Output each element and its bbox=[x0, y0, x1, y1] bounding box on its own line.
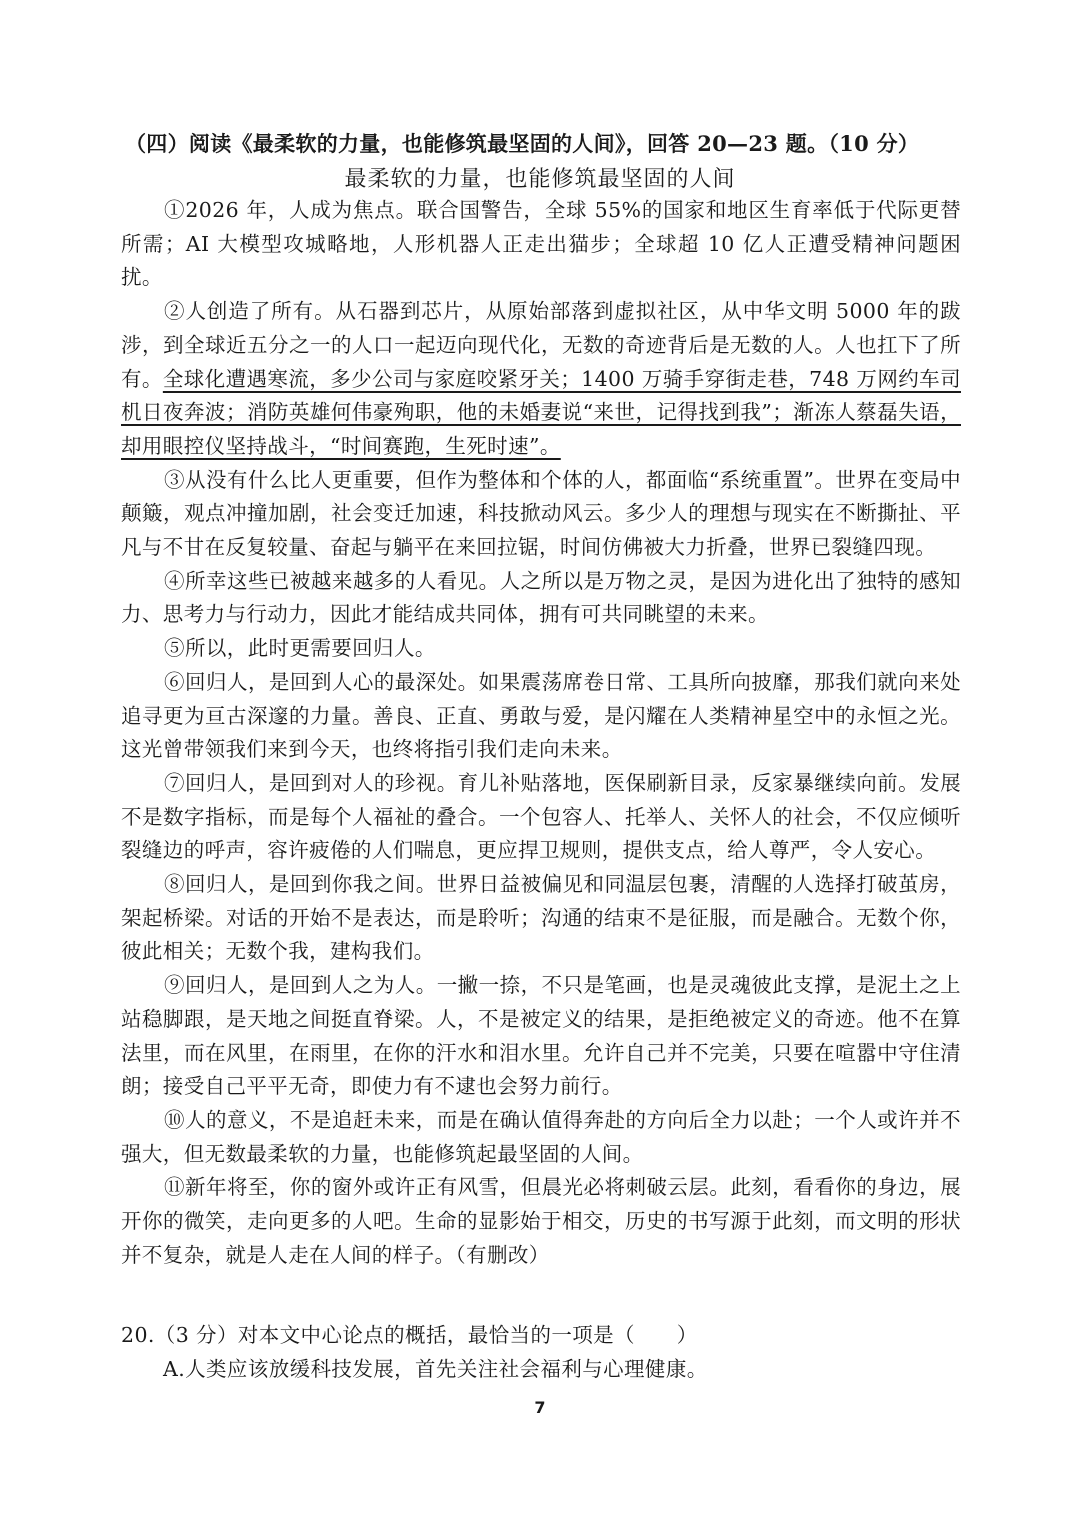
paragraph-1: ①2026 年，人成为焦点。联合国警告，全球 55%的国家和地区生育率低于代际更替所需；AI 大模型攻城略地，人形机器人正走出猫步；全球超 10 亿人正遭受精神问题困扰。 bbox=[121, 198, 961, 290]
paragraph-3: ③从没有什么比人更重要，但作为整体和个体的人，都面临“系统重置”。世界在变局中颠簸，观点冲撞加剧，社会变迁加速，科技掀动风云。多少人的理想与现实在不断撕扯、平凡与不甘在反复较量、奋起与躺平在来回拉锯，时间仿佛被大力折叠，世界已裂缝四现。 bbox=[121, 467, 961, 560]
article-body bbox=[121, 194, 961, 1273]
paragraph-6: ⑥回归人，是回到人心的最深处。如果震荡席卷日常、工具所向披靡，那我们就向来处追寻更为亘古深邃的力量。善良、正直、勇敢与爱，是闪耀在人类精神星空中的永恒之光。这光曾带领我们来到今天，也终将指引我们走向未来。 bbox=[121, 669, 961, 762]
question-20-option-a: A.人类应该放缓科技发展，首先关注社会福利与心理健康。 bbox=[163, 1357, 708, 1381]
paragraph-5: ⑤所以，此时更需要回归人。 bbox=[164, 636, 436, 661]
paragraph-2-text: ②人创造了所有。从石器到芯片，从原始部落到虚拟社区，从中华文明 5000 年的跋涉，到全球近五分之一的人口一起迈向现代化，无数的奇迹背后是无数的人。人也扛下了所有。 bbox=[121, 299, 961, 391]
page-number: 7 bbox=[534, 1398, 546, 1417]
paragraph-2-underlined-text: 全球化遭遇寒流，多少公司与家庭咬紧牙关；1400 万骑手穿街走巷，748 万网约车司机日夜奔波；消防英雄何伟豪殉职，他的未婚妻说“来世，记得找到我”；渐冻人蔡磊失语，却用眼控仪坚持战斗，“时间赛跑，生死时速”。 bbox=[121, 366, 961, 458]
paragraph-4: ④所幸这些已被越来越多的人看见。人之所以是万物之灵，是因为进化出了独特的感知力、思考力与行动力，因此才能结成共同体，拥有可共同眺望的未来。 bbox=[121, 568, 961, 627]
paragraph-2 bbox=[121, 295, 961, 464]
paragraph-10: ⑩人的意义，不是追赶未来，而是在确认值得奔赴的方向后全力以赴；一个人或许并不强大，但无数最柔软的力量，也能修筑起最坚固的人间。 bbox=[121, 1107, 961, 1166]
article-title: 最柔软的力量，也能修筑最坚固的人间 bbox=[344, 167, 736, 192]
section-heading: （四）阅读《最柔软的力量，也能修筑最坚固的人间》，回答 20—23 题。（10 分） bbox=[125, 131, 920, 156]
paragraph-9: ⑨回归人，是回到人之为人。一撇一捺，不只是笔画，也是灵魂彼此支撑，是泥土之上站稳脚跟，是天地之间挺直脊梁。人，不是被定义的结果，是拒绝被定义的奇迹。他不在算法里，而在风里，在雨里，在你的汗水和泪水里。允许自己并不完美，只要在喧嚣中守住清朗；接受自己平平无奇，即使力有不逮也会努力前行。 bbox=[121, 973, 961, 1099]
paragraph-11: ⑪新年将至，你的窗外或许正有风雪，但晨光必将刺破云层。此刻，看看你的身边，展开你的微笑，走向更多的人吧。生命的显影始于相交，历史的书写源于此刻，而文明的形状并不复杂，就是人走在人间的样子。（有删改） bbox=[121, 1175, 961, 1267]
question-20-stem: 20.（3 分）对本文中心论点的概括，最恰当的一项是（ ） bbox=[121, 1323, 698, 1347]
paragraph-8: ⑧回归人，是回到你我之间。世界日益被偏见和同温层包裹，清醒的人选择打破茧房，架起桥梁。对话的开始不是表达，而是聆听；沟通的结束不是征服，而是融合。无数个你，彼此相关；无数个我，建构我们。 bbox=[121, 872, 961, 964]
paragraph-7: ⑦回归人，是回到对人的珍视。育儿补贴落地，医保刷新目录，反家暴继续向前。发展不是数字指标，而是每个人福祉的叠合。一个包容人、托举人、关怀人的社会，不仅应倾听裂缝边的呼声，容许疲倦的人们喘息，更应捍卫规则，提供支点，给人尊严，令人安心。 bbox=[121, 770, 961, 863]
